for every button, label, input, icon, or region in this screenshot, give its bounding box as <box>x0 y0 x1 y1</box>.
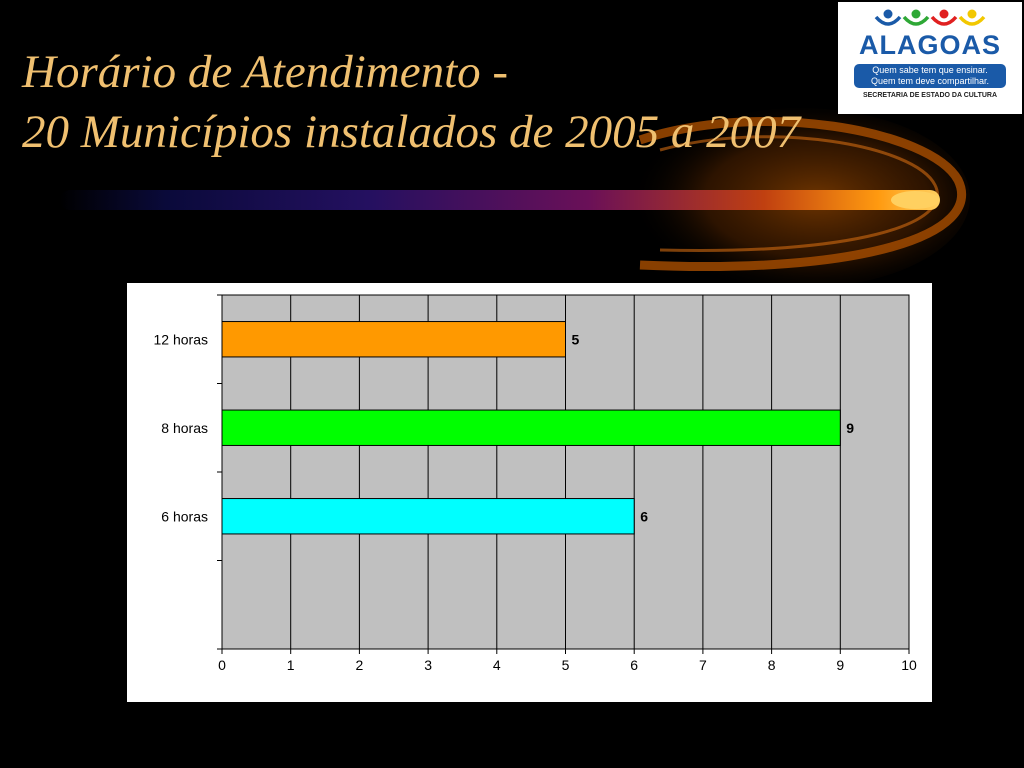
figure-3 <box>932 10 956 25</box>
category-label: 6 horas <box>161 508 208 525</box>
logo-slogan-line-1: Quem sabe tem que ensinar. <box>872 65 988 75</box>
bar <box>222 322 566 357</box>
x-tick-label: 5 <box>561 657 570 673</box>
alagoas-logo <box>838 2 1022 114</box>
bar <box>222 410 840 445</box>
chart-panel <box>127 283 932 702</box>
x-tick-label: 2 <box>355 657 364 673</box>
category-label: 8 horas <box>161 419 208 436</box>
x-tick-label: 10 <box>901 657 917 673</box>
x-tick-label: 0 <box>218 657 226 673</box>
x-tick-label: 4 <box>492 657 501 673</box>
logo-department: SECRETARIA DE ESTADO DA CULTURA <box>862 92 998 99</box>
figure-4 <box>960 10 984 25</box>
category-label: 12 horas <box>153 331 208 348</box>
figure-1 <box>876 10 900 25</box>
x-tick-label: 9 <box>836 657 845 673</box>
logo-figures-icon <box>874 9 986 31</box>
x-tick-label: 6 <box>630 657 639 673</box>
x-tick-label: 1 <box>286 657 295 673</box>
x-tick-label: 8 <box>767 657 776 673</box>
logo-brand: ALAGOAS <box>859 30 1001 60</box>
data-label: 9 <box>846 419 855 436</box>
data-label: 5 <box>571 331 580 348</box>
title-line-1: Horário de Atendimento - <box>22 46 509 98</box>
slide-title <box>22 42 800 162</box>
bar-chart <box>127 283 932 702</box>
x-tick-label: 3 <box>424 657 432 673</box>
x-tick-label: 7 <box>699 657 707 673</box>
figure-2 <box>904 10 928 25</box>
logo-slogan-line-2: Quem tem deve compartilhar. <box>870 76 990 86</box>
data-label: 6 <box>640 508 648 525</box>
logo-slogan <box>854 64 1006 88</box>
title-line-2: 20 Municípios instalados de 2005 a 2007 <box>22 106 801 158</box>
bar <box>222 499 634 534</box>
